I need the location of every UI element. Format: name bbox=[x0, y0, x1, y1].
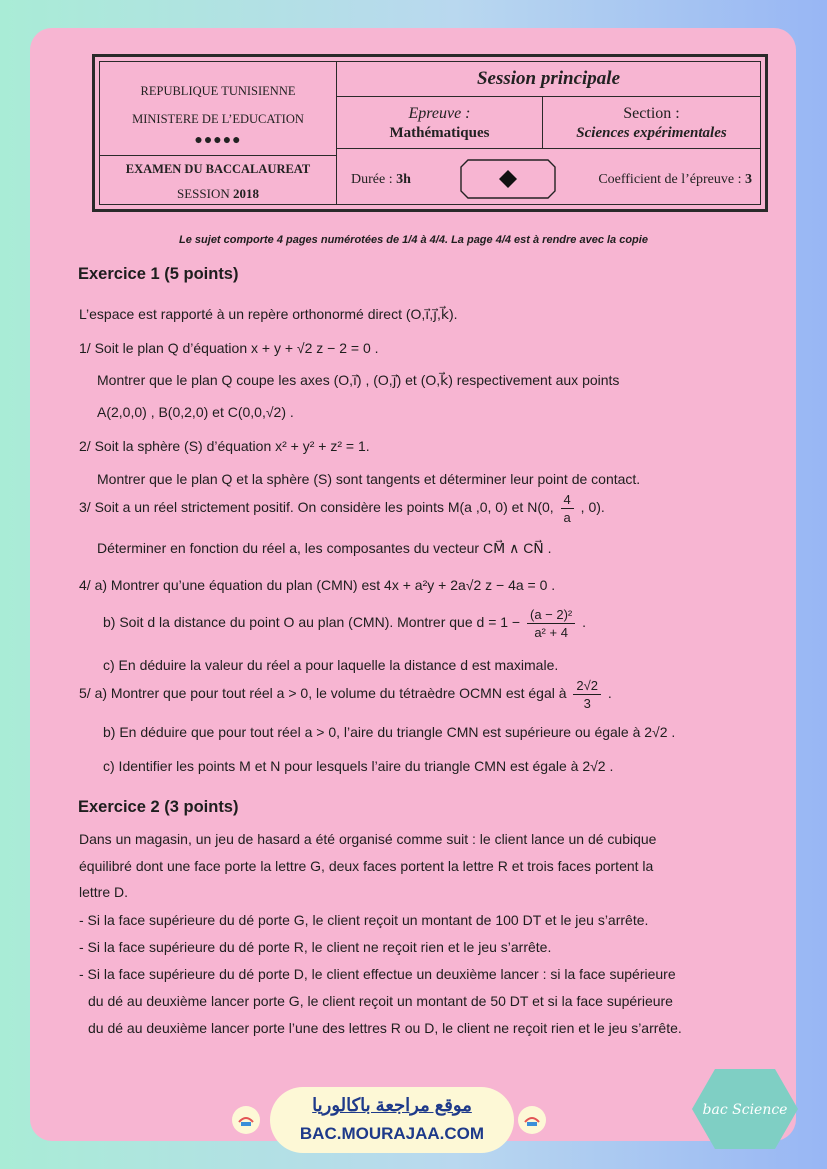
section-cell bbox=[543, 97, 760, 148]
ex2-bullet-1: - Si la face supérieure du dé porte G, le client reçoit un montant de 100 DT et le jeu s’arrête. bbox=[79, 912, 649, 928]
site-banner[interactable] bbox=[270, 1087, 514, 1153]
ex1-q3-a: Déterminer en fonction du réel a, les composantes du vecteur CM⃗ ∧ CN⃗ . bbox=[97, 540, 552, 556]
exam-header bbox=[92, 54, 768, 212]
site-logo-right-icon bbox=[518, 1106, 546, 1134]
duration-value: 3h bbox=[396, 172, 411, 187]
session-year: 2018 bbox=[233, 186, 259, 201]
q3-frac-num: 4 bbox=[561, 492, 574, 509]
coefficient-value: 3 bbox=[745, 172, 752, 187]
ex1-q4-b: b) Soit d la distance du point O au plan (CMN). Montrer que d = 1 − $\frac{\text{(a − 2)²}}{\text{a² + 4}}$ . bbox=[103, 607, 587, 640]
ex1-q4-c: c) En déduire la valeur du réel a pour laquelle la distance d est maximale. bbox=[103, 657, 559, 673]
diamond-frame-icon bbox=[460, 159, 556, 199]
q5a-frac-den: 3 bbox=[583, 696, 591, 711]
exercise-2-title: Exercice 2 (3 points) bbox=[78, 798, 239, 816]
ministry-label: MINISTERE DE L’EDUCATION bbox=[132, 112, 304, 126]
header-left-block bbox=[100, 62, 337, 204]
section-label: Section : bbox=[623, 105, 680, 122]
republic-label: REPUBLIQUE TUNISIENNE bbox=[140, 84, 296, 98]
ex1-q3: 3/ Soit a un réel strictement positif. On considère les points M(a ,0, 0) et N(0, $\frac{4}{a}$ , 0). bbox=[79, 492, 605, 525]
divider bbox=[100, 155, 336, 156]
dots-separator: ●●●●● bbox=[194, 133, 242, 148]
badge-text: bac Science bbox=[702, 1102, 788, 1118]
exam-label: EXAMEN DU BACCALAUREAT bbox=[125, 162, 311, 176]
coefficient: Coefficient de l’épreuve : 3 bbox=[598, 172, 752, 187]
ex1-q5-c: c) Identifier les points M et N pour lesquels l’aire du triangle CMN est égale à 2√2 . bbox=[103, 758, 614, 774]
epreuve-value: Mathématiques bbox=[389, 125, 490, 141]
site-url-link[interactable]: BAC.MOURAJAA.COM bbox=[299, 1124, 485, 1143]
ex2-bullet-3: - Si la face supérieure du dé porte D, le client effectue un deuxième lancer : si la face supérieure bbox=[79, 966, 676, 982]
ex1-line-1: L’espace est rapporté à un repère orthonormé direct (O,i⃗,j⃗,k⃗). bbox=[79, 306, 458, 322]
site-logo-left-icon bbox=[232, 1106, 260, 1134]
q4b-frac-den: a² + 4 bbox=[534, 625, 568, 640]
ex1-q2-a: Montrer que le plan Q et la sphère (S) sont tangents et déterminer leur point de contact. bbox=[97, 471, 641, 487]
exercise-1-title: Exercice 1 (5 points) bbox=[78, 265, 239, 283]
session-title: Session principale bbox=[476, 68, 621, 89]
header-right-block bbox=[337, 62, 760, 204]
q4b-frac-num: (a − 2)² bbox=[527, 607, 575, 624]
section-value: Sciences expérimentales bbox=[576, 125, 727, 141]
ex2-p2: équilibré dont une face porte la lettre G, deux faces portent la lettre R et trois faces portent la bbox=[79, 858, 654, 874]
session-label: SESSION 2018 bbox=[177, 186, 259, 201]
ex2-p1: Dans un magasin, un jeu de hasard a été organisé comme suit : le client lance un dé cubique bbox=[79, 831, 657, 847]
epreuve-cell bbox=[337, 97, 543, 148]
intro-note: Le sujet comporte 4 pages numérotées de 1/4 à 4/4. La page 4/4 est à rendre avec la copie bbox=[179, 234, 648, 246]
ex1-q4-a: 4/ a) Montrer qu’une équation du plan (CMN) est 4x + a²y + 2a√2 z − 4a = 0 . bbox=[79, 577, 556, 593]
ex1-q5-a: 5/ a) Montrer que pour tout réel a > 0, le volume du tétraèdre OCMN est égal à $\frac{2√2}{3}$ . bbox=[79, 678, 612, 711]
site-arabic-name: موقع مراجعة باكالوريا bbox=[312, 1095, 472, 1115]
duration: Durée : 3h bbox=[351, 172, 411, 187]
epreuve-label: Epreuve : bbox=[408, 105, 471, 122]
ex2-bullet-2: - Si la face supérieure du dé porte R, le client ne reçoit rien et le jeu s’arrête. bbox=[79, 939, 552, 955]
q5a-frac-num: 2√2 bbox=[573, 678, 601, 695]
bac-science-badge bbox=[690, 1067, 800, 1151]
ex2-p3: lettre D. bbox=[79, 884, 129, 900]
ex1-q1-b: A(2,0,0) , B(0,2,0) et C(0,0,√2) . bbox=[97, 404, 294, 420]
ex2-bullet-3-cont: du dé au deuxième lancer porte G, le client reçoit un montant de 50 DT et si la face supérieure bbox=[88, 993, 673, 1009]
ex1-q1-a: Montrer que le plan Q coupe les axes (O,i⃗) , (O,j⃗) et (O,k⃗) respectivement aux points bbox=[97, 372, 620, 388]
q3-frac-den: a bbox=[563, 510, 571, 525]
ex1-q1: 1/ Soit le plan Q d’équation x + y + √2 z − 2 = 0 . bbox=[79, 340, 379, 356]
ex1-q5-b: b) En déduire que pour tout réel a > 0, l’aire du triangle CMN est supérieure ou égale à 2√2 . bbox=[103, 724, 676, 740]
ex2-bullet-3-end: du dé au deuxième lancer porte l’une des lettres R ou D, le client ne reçoit rien et le jeu s’arrête. bbox=[88, 1020, 682, 1036]
ex1-q2: 2/ Soit la sphère (S) d’équation x² + y² + z² = 1. bbox=[79, 438, 370, 454]
